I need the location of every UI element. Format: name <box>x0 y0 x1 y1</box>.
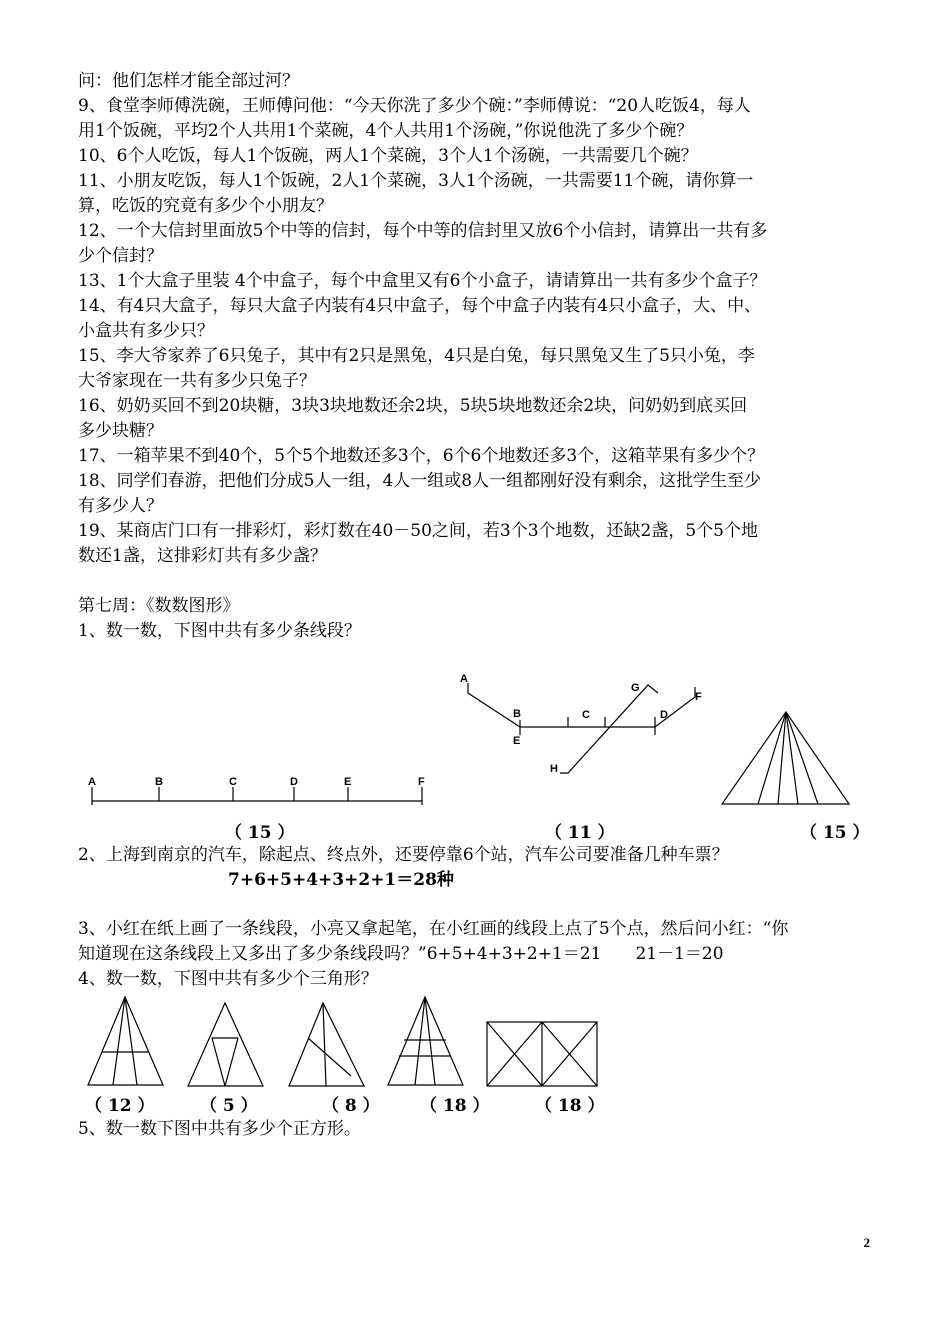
text-line: 用1个饭碗，平均2个人共用1个菜碗，4个人共用1个汤碗，”你说他洗了多少个碗？ <box>78 121 694 141</box>
text-line: 多少块糖？ <box>78 421 163 441</box>
text-line: 15、李大爷家养了6只兔子，其中有2只是黑兔，4只是白兔，每只黑兔又生了5只小兔，李 <box>78 346 755 366</box>
answer: （ 18 ） <box>420 1096 490 1116</box>
question-3: 3、小红在纸上画了一条线段，小亮又拿起笔，在小红画的线段上点了5个点，然后问小红：“你 <box>78 919 789 939</box>
answer: （ 18 ） <box>535 1096 605 1116</box>
point-label: A <box>460 673 468 685</box>
text-line: 数还1盏，这排彩灯共有多少盏？ <box>78 546 327 566</box>
fan-triangle-figure <box>718 708 853 808</box>
text-line: 小盒共有多少只？ <box>78 321 214 341</box>
triangle-figure-3 <box>286 1000 368 1088</box>
answer: （ 5 ） <box>200 1096 258 1116</box>
question-2-answer: 7+6+5+4+3+2+1＝28种 <box>228 870 454 890</box>
point-label: E <box>513 735 521 747</box>
text-line: 12、一个大信封里面放5个中等的信封，每个中等的信封里又放6个小信封，请算出一共有多 <box>78 221 768 241</box>
answer: （ 15 ） <box>800 823 870 843</box>
text-line: 10、6个人吃饭，每人1个饭碗，两人1个菜碗，3个人1个汤碗，一共需要几个碗？ <box>78 146 698 166</box>
answer: （ 15 ） <box>225 823 295 843</box>
triangle-figure-2 <box>185 1000 267 1088</box>
point-label: C <box>582 709 590 721</box>
point-label: F <box>695 691 702 703</box>
question-3: 知道现在这条线段上又多出了多少条线段吗？”6+5+4+3+2+1＝21 21－1＝20 <box>78 944 724 964</box>
rectangle-figure <box>485 1020 600 1088</box>
point-label: B <box>513 708 521 720</box>
question-1: 1、数一数，下图中共有多少条线段？ <box>78 621 361 641</box>
point-label: E <box>344 776 352 788</box>
question-2: 2、上海到南京的汽车，除起点、终点外，还要停靠6个站，汽车公司要准备几种车票？ <box>78 845 729 865</box>
text-line: 18、同学们春游，把他们分成5人一组，4人一组或8人一组都刚好没有剩余，这批学生至少 <box>78 471 762 491</box>
point-label: D <box>660 709 668 721</box>
point-label: B <box>155 776 163 788</box>
text-line: 16、奶奶买回不到20块糖，3块3块地数还余2块，5块5块地数还余2块，问奶奶到底买回 <box>78 396 748 416</box>
point-label: F <box>418 776 425 788</box>
text-line: 算，吃饭的究竟有多少个小朋友？ <box>78 196 333 216</box>
point-label: G <box>631 682 640 694</box>
triangle-figure-4 <box>385 994 467 1088</box>
page-number: 2 <box>863 1235 870 1250</box>
text-line: 11、小朋友吃饭，每人1个饭碗，2人1个菜碗，3人1个汤碗，一共需要11个碗，请你算一 <box>78 171 754 191</box>
question-5: 5、数一数下图中共有多少个正方形。 <box>78 1119 361 1139</box>
question-4: 4、数一数，下图中共有多少个三角形？ <box>78 969 378 989</box>
triangle-figure-1 <box>85 994 167 1088</box>
point-label: A <box>88 776 96 788</box>
point-label: C <box>229 776 237 788</box>
text-line: 17、一箱苹果不到40个，5个5个地数还多3个，6个6个地数还多3个，这箱苹果有多少个？ <box>78 446 765 466</box>
answer: （ 12 ） <box>85 1096 155 1116</box>
text-line: 少个信封？ <box>78 246 163 266</box>
text-line: 13、1个大盒子里装 4个中盒子，每个中盒里又有6个小盒子，请请算出一共有多少个盒子？ <box>78 271 767 291</box>
point-label: H <box>550 763 558 775</box>
text-line: 14、有4只大盒子，每只大盒子内装有4只中盒子，每个中盒子内装有4只小盒子，大、中、 <box>78 296 762 316</box>
text-line: 问：他们怎样才能全部过河？ <box>78 71 299 91</box>
segment-figure <box>80 770 440 810</box>
text-line: 有多少人？ <box>78 496 163 516</box>
text-line: 大爷家现在一共有多少只兔子？ <box>78 371 316 391</box>
text-line: 9、食堂李师傅洗碗，王师傅问他：“今天你洗了多少个碗：”李师傅说：“20人吃饭4，每人 <box>78 96 751 116</box>
section-title: 第七周：《数数图形》 <box>78 596 240 616</box>
point-label: D <box>290 776 298 788</box>
answer: （ 8 ） <box>322 1096 380 1116</box>
text-line: 19、某商店门口有一排彩灯，彩灯数在40－50之间，若3个3个地数，还缺2盏，5个5个地 <box>78 521 758 541</box>
answer: （ 11 ） <box>545 823 615 843</box>
lines-figure <box>450 665 720 785</box>
